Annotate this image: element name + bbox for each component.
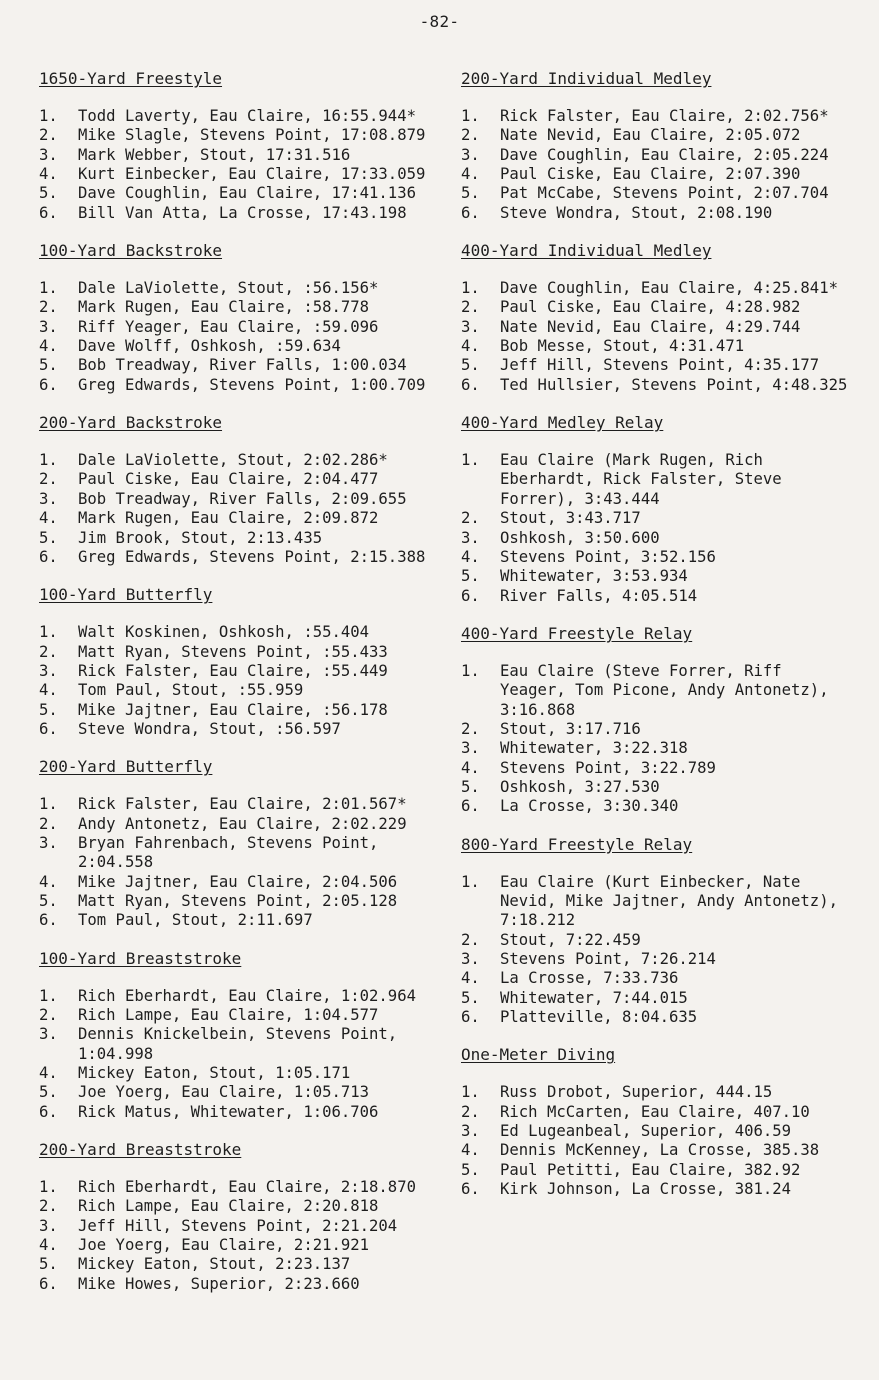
result-rank: 2. xyxy=(461,509,480,528)
left-column xyxy=(39,68,454,1311)
result-rank: 4. xyxy=(39,872,58,891)
result-row xyxy=(39,1197,454,1216)
event-100-yard-backstroke xyxy=(39,240,454,395)
event-title: 200-Yard Breaststroke xyxy=(39,1140,242,1160)
result-text: Walt Koskinen, Oshkosh, :55.404 xyxy=(78,623,370,642)
result-text: Paul Ciske, Eau Claire, 2:04.477 xyxy=(78,470,379,489)
result-rank: 3. xyxy=(39,1216,58,1235)
result-row xyxy=(461,778,873,797)
result-rank: 6. xyxy=(461,1180,480,1199)
result-rank: 5. xyxy=(39,891,58,910)
result-rank: 1. xyxy=(461,279,480,298)
event-1650-yard-freestyle xyxy=(39,68,454,223)
result-text: Jeff Hill, Stevens Point, 4:35.177 xyxy=(500,356,820,375)
result-text: Bob Messe, Stout, 4:31.471 xyxy=(500,337,745,356)
result-text: Dennis Knickelbein, Stevens Point, 1:04.998 xyxy=(78,1025,398,1063)
result-rank: 1. xyxy=(39,623,58,642)
event-200-yard-breaststroke xyxy=(39,1139,454,1294)
result-text: Mark Rugen, Eau Claire, :58.778 xyxy=(78,298,370,317)
result-row xyxy=(461,567,873,586)
result-text: Russ Drobot, Superior, 444.15 xyxy=(500,1083,773,1102)
result-rank: 6. xyxy=(461,1008,480,1027)
result-row xyxy=(461,337,873,356)
result-row xyxy=(461,873,873,931)
result-rank: 5. xyxy=(39,528,58,547)
result-row xyxy=(39,490,454,509)
result-rank: 4. xyxy=(461,1141,480,1160)
event-title: 200-Yard Individual Medley xyxy=(461,69,712,88)
result-text: Dennis McKenney, La Crosse, 385.38 xyxy=(500,1141,820,1160)
result-text: Eau Claire (Kurt Einbecker, Nate Nevid, Mike Jajtner, Andy Antonetz), 7:18.212 xyxy=(500,872,838,930)
result-rank: 5. xyxy=(461,777,480,796)
result-row xyxy=(39,126,454,145)
result-text: Mike Slagle, Stevens Point, 17:08.879 xyxy=(78,126,426,145)
result-rank: 3. xyxy=(39,661,58,680)
result-row xyxy=(39,892,454,911)
result-row xyxy=(39,298,454,317)
result-text: Bob Treadway, River Falls, 2:09.655 xyxy=(78,489,407,508)
result-row xyxy=(461,1141,873,1160)
result-row xyxy=(39,356,454,375)
result-row xyxy=(39,1083,454,1102)
result-text: Dale LaViolette, Stout, :56.156* xyxy=(78,279,379,298)
result-rank: 2. xyxy=(461,1102,480,1121)
result-rank: 6. xyxy=(39,719,58,738)
result-rank: 5. xyxy=(461,356,480,375)
result-rank: 3. xyxy=(461,950,480,968)
event-400-yard-individual-medley xyxy=(461,240,873,395)
result-row xyxy=(39,911,454,930)
result-row xyxy=(461,662,873,720)
result-row xyxy=(39,279,454,298)
event-800-yard-freestyle-relay xyxy=(461,834,873,1028)
result-text: Eau Claire (Steve Forrer, Riff Yeager, Tom Picone, Andy Antonetz), 3:16.868 xyxy=(500,661,829,719)
result-rank: 1. xyxy=(461,872,480,891)
result-row xyxy=(39,107,454,126)
result-row xyxy=(39,318,454,337)
result-text: Rich Eberhardt, Eau Claire, 2:18.870 xyxy=(78,1178,416,1197)
result-rank: 4. xyxy=(39,1064,58,1083)
result-row xyxy=(461,509,873,528)
result-rank: 5. xyxy=(461,567,480,586)
result-text: Mike Jajtner, Eau Claire, :56.178 xyxy=(78,700,388,719)
event-200-yard-individual-medley xyxy=(461,68,873,223)
result-row xyxy=(461,587,873,606)
result-row xyxy=(461,1180,873,1199)
result-text: Rich Eberhardt, Eau Claire, 1:02.964 xyxy=(78,986,416,1005)
result-rank: 4. xyxy=(39,681,58,700)
result-row xyxy=(39,1025,454,1064)
result-text: Tom Paul, Stout, :55.959 xyxy=(78,681,304,700)
event-title: 100-Yard Butterfly xyxy=(39,585,213,605)
result-row xyxy=(461,165,873,184)
result-rank: 5. xyxy=(39,1083,58,1102)
result-rank: 1. xyxy=(461,107,480,125)
result-rank: 3. xyxy=(461,1122,480,1141)
result-rank: 3. xyxy=(39,317,58,336)
result-row xyxy=(39,701,454,720)
result-text: Whitewater, 3:53.934 xyxy=(500,567,688,586)
result-text: Rich Lampe, Eau Claire, 2:20.818 xyxy=(78,1197,379,1216)
result-rank: 4. xyxy=(39,1236,58,1255)
result-text: Jim Brook, Stout, 2:13.435 xyxy=(78,528,323,547)
result-row xyxy=(39,1103,454,1122)
result-rank: 2. xyxy=(461,719,480,738)
result-row xyxy=(39,165,454,184)
result-row xyxy=(461,969,873,988)
result-text: Oshkosh, 3:50.600 xyxy=(500,528,660,547)
result-rank: 6. xyxy=(39,375,58,394)
result-text: Kirk Johnson, La Crosse, 381.24 xyxy=(500,1180,792,1199)
result-text: Paul Petitti, Eau Claire, 382.92 xyxy=(500,1160,801,1179)
result-rank: 2. xyxy=(39,126,58,145)
result-text: Dale LaViolette, Stout, 2:02.286* xyxy=(78,451,388,470)
result-row xyxy=(461,204,873,223)
result-row xyxy=(461,298,873,317)
result-row xyxy=(461,989,873,1008)
result-row xyxy=(461,931,873,950)
result-text: La Crosse, 7:33.736 xyxy=(500,969,679,988)
result-text: Joe Yoerg, Eau Claire, 2:21.921 xyxy=(78,1236,370,1255)
result-row xyxy=(461,146,873,165)
result-text: La Crosse, 3:30.340 xyxy=(500,797,679,816)
result-text: Nate Nevid, Eau Claire, 2:05.072 xyxy=(500,126,801,145)
result-row xyxy=(39,1217,454,1236)
result-row xyxy=(39,529,454,548)
result-row xyxy=(461,279,873,298)
result-rank: 6. xyxy=(39,1274,58,1293)
result-text: Todd Laverty, Eau Claire, 16:55.944* xyxy=(78,107,416,125)
result-rank: 6. xyxy=(461,375,480,394)
result-text: Rich McCarten, Eau Claire, 407.10 xyxy=(500,1102,810,1121)
result-row xyxy=(39,662,454,681)
result-text: Andy Antonetz, Eau Claire, 2:02.229 xyxy=(78,814,407,833)
result-rank: 1. xyxy=(39,451,58,470)
result-text: Whitewater, 7:44.015 xyxy=(500,988,688,1007)
result-rank: 4. xyxy=(39,509,58,528)
result-rank: 5. xyxy=(39,184,58,203)
result-row xyxy=(461,1122,873,1141)
result-rank: 4. xyxy=(39,165,58,184)
result-text: Mark Rugen, Eau Claire, 2:09.872 xyxy=(78,509,379,528)
result-text: Stevens Point, 3:52.156 xyxy=(500,547,716,566)
result-text: Stout, 7:22.459 xyxy=(500,930,641,949)
event-one-meter-diving xyxy=(461,1044,873,1199)
result-rank: 2. xyxy=(461,298,480,317)
result-rank: 6. xyxy=(461,586,480,605)
result-rank: 4. xyxy=(461,547,480,566)
result-text: Stevens Point, 3:22.789 xyxy=(500,758,716,777)
result-row xyxy=(39,987,454,1006)
result-text: Paul Ciske, Eau Claire, 4:28.982 xyxy=(500,298,801,317)
result-text: Rick Falster, Eau Claire, 2:01.567* xyxy=(78,795,407,814)
result-text: Mike Howes, Superior, 2:23.660 xyxy=(78,1274,360,1293)
result-text: Pat McCabe, Stevens Point, 2:07.704 xyxy=(500,184,829,203)
result-row xyxy=(39,1006,454,1025)
result-row xyxy=(461,184,873,203)
result-row xyxy=(39,1064,454,1083)
result-row xyxy=(461,1161,873,1180)
result-text: River Falls, 4:05.514 xyxy=(500,586,698,605)
result-rank: 2. xyxy=(39,814,58,833)
result-text: Mike Jajtner, Eau Claire, 2:04.506 xyxy=(78,872,398,891)
result-row xyxy=(39,146,454,165)
result-rank: 4. xyxy=(39,337,58,356)
result-row xyxy=(39,470,454,489)
result-row xyxy=(461,376,873,395)
result-row xyxy=(39,1255,454,1274)
right-column xyxy=(461,68,873,1216)
result-text: Mickey Eaton, Stout, 1:05.171 xyxy=(78,1064,351,1083)
result-rank: 5. xyxy=(39,1255,58,1274)
event-title: 400-Yard Freestyle Relay xyxy=(461,623,693,643)
result-row xyxy=(461,797,873,816)
result-rank: 1. xyxy=(39,795,58,814)
result-text: Bob Treadway, River Falls, 1:00.034 xyxy=(78,356,407,375)
page-number: -82- xyxy=(419,12,460,31)
result-rank: 5. xyxy=(39,356,58,375)
result-row xyxy=(461,548,873,567)
result-rank: 4. xyxy=(461,758,480,777)
result-row xyxy=(461,1083,873,1102)
result-row xyxy=(461,451,873,509)
result-row xyxy=(39,451,454,470)
result-text: Joe Yoerg, Eau Claire, 1:05.713 xyxy=(78,1083,370,1102)
result-text: Stout, 3:17.716 xyxy=(500,719,641,738)
result-rank: 1. xyxy=(39,279,58,298)
result-rank: 1. xyxy=(39,107,58,125)
result-rank: 5. xyxy=(461,184,480,203)
result-rank: 5. xyxy=(461,988,480,1007)
result-rank: 3. xyxy=(39,489,58,508)
result-rank: 1. xyxy=(39,986,58,1005)
result-text: Dave Coughlin, Eau Claire, 2:05.224 xyxy=(500,145,829,164)
result-text: Rick Falster, Eau Claire, :55.449 xyxy=(78,661,388,680)
result-row xyxy=(39,873,454,892)
result-row xyxy=(39,815,454,834)
result-text: Mark Webber, Stout, 17:31.516 xyxy=(78,145,351,164)
result-rank: 4. xyxy=(461,165,480,184)
event-title: 800-Yard Freestyle Relay xyxy=(461,834,693,854)
result-text: Matt Ryan, Stevens Point, 2:05.128 xyxy=(78,891,398,910)
result-rank: 1. xyxy=(461,1083,480,1102)
event-200-yard-butterfly xyxy=(39,756,454,930)
result-rank: 5. xyxy=(39,700,58,719)
result-text: Riff Yeager, Eau Claire, :59.096 xyxy=(78,317,379,336)
result-text: Mickey Eaton, Stout, 2:23.137 xyxy=(78,1255,351,1274)
event-title: 1650-Yard Freestyle xyxy=(39,69,223,88)
event-title: 400-Yard Individual Medley xyxy=(461,241,712,261)
result-text: Dave Wolff, Oshkosh, :59.634 xyxy=(78,337,341,356)
result-text: Rich Lampe, Eau Claire, 1:04.577 xyxy=(78,1006,379,1024)
event-100-yard-butterfly xyxy=(39,584,454,739)
result-row xyxy=(461,950,873,969)
result-row xyxy=(461,107,873,126)
result-text: Steve Wondra, Stout, 2:08.190 xyxy=(500,203,773,222)
result-row xyxy=(39,720,454,739)
event-title: 200-Yard Butterfly xyxy=(39,757,213,777)
result-rank: 3. xyxy=(461,528,480,547)
result-rank: 2. xyxy=(461,126,480,145)
result-row xyxy=(39,623,454,642)
result-rank: 6. xyxy=(39,203,58,222)
result-text: Rick Matus, Whitewater, 1:06.706 xyxy=(78,1102,379,1121)
result-row xyxy=(39,548,454,567)
result-text: Paul Ciske, Eau Claire, 2:07.390 xyxy=(500,165,801,184)
result-rank: 2. xyxy=(39,470,58,489)
result-text: Eau Claire (Mark Rugen, Rich Eberhardt, Rick Falster, Steve Forrer), 3:43.444 xyxy=(500,451,782,508)
result-rank: 4. xyxy=(461,969,480,988)
event-title: 100-Yard Backstroke xyxy=(39,241,223,261)
result-text: Bryan Fahrenbach, Stevens Point, 2:04.558 xyxy=(78,833,379,872)
event-title: 200-Yard Backstroke xyxy=(39,413,223,433)
result-text: Bill Van Atta, La Crosse, 17:43.198 xyxy=(78,203,407,222)
result-rank: 2. xyxy=(39,298,58,317)
result-row xyxy=(461,1103,873,1122)
result-rank: 2. xyxy=(39,642,58,661)
result-rank: 3. xyxy=(39,833,58,852)
result-row xyxy=(461,356,873,375)
result-row xyxy=(39,681,454,700)
result-text: Tom Paul, Stout, 2:11.697 xyxy=(78,911,313,930)
result-text: Dave Coughlin, Eau Claire, 4:25.841* xyxy=(500,279,838,298)
event-200-yard-backstroke xyxy=(39,412,454,567)
result-rank: 6. xyxy=(39,547,58,566)
result-rank: 6. xyxy=(461,203,480,222)
result-text: Greg Edwards, Stevens Point, 2:15.388 xyxy=(78,547,426,566)
event-100-yard-breaststroke xyxy=(39,948,454,1122)
result-row xyxy=(39,1275,454,1294)
result-row xyxy=(39,834,454,873)
result-text: Stout, 3:43.717 xyxy=(500,509,641,528)
event-title: 400-Yard Medley Relay xyxy=(461,413,664,433)
result-rank: 2. xyxy=(39,1006,58,1024)
result-row xyxy=(39,204,454,223)
result-row xyxy=(39,184,454,203)
result-row xyxy=(461,739,873,758)
result-text: Whitewater, 3:22.318 xyxy=(500,739,688,758)
result-text: Steve Wondra, Stout, :56.597 xyxy=(78,719,341,738)
result-rank: 6. xyxy=(39,911,58,930)
result-row xyxy=(39,337,454,356)
result-rank: 6. xyxy=(39,1102,58,1121)
result-row xyxy=(461,759,873,778)
result-row xyxy=(39,795,454,814)
result-row xyxy=(39,643,454,662)
result-row xyxy=(461,529,873,548)
result-row xyxy=(461,318,873,337)
result-text: Stevens Point, 7:26.214 xyxy=(500,950,716,968)
result-text: Nate Nevid, Eau Claire, 4:29.744 xyxy=(500,317,801,336)
result-row xyxy=(461,126,873,145)
result-row xyxy=(39,376,454,395)
result-row xyxy=(39,1236,454,1255)
result-row xyxy=(461,1008,873,1027)
result-text: Platteville, 8:04.635 xyxy=(500,1008,698,1027)
result-text: Matt Ryan, Stevens Point, :55.433 xyxy=(78,642,388,661)
event-400-yard-freestyle-relay xyxy=(461,623,873,817)
result-rank: 1. xyxy=(461,451,480,470)
result-rank: 1. xyxy=(39,1178,58,1197)
result-rank: 5. xyxy=(461,1160,480,1179)
event-title: 100-Yard Breaststroke xyxy=(39,948,242,968)
result-rank: 2. xyxy=(39,1197,58,1216)
result-text: Jeff Hill, Stevens Point, 2:21.204 xyxy=(78,1216,398,1235)
result-text: Greg Edwards, Stevens Point, 1:00.709 xyxy=(78,375,426,394)
result-rank: 4. xyxy=(461,337,480,356)
result-text: Rick Falster, Eau Claire, 2:02.756* xyxy=(500,107,829,125)
result-row xyxy=(39,1178,454,1197)
result-rank: 3. xyxy=(461,145,480,164)
result-rank: 3. xyxy=(39,1025,58,1044)
result-rank: 3. xyxy=(461,739,480,758)
result-rank: 6. xyxy=(461,797,480,816)
result-text: Oshkosh, 3:27.530 xyxy=(500,777,660,796)
result-rank: 1. xyxy=(461,661,480,680)
result-text: Kurt Einbecker, Eau Claire, 17:33.059 xyxy=(78,165,426,184)
result-text: Ed Lugeanbeal, Superior, 406.59 xyxy=(500,1122,792,1141)
result-rank: 2. xyxy=(461,930,480,949)
result-rank: 3. xyxy=(39,145,58,164)
result-row xyxy=(39,509,454,528)
result-row xyxy=(461,720,873,739)
result-text: Dave Coughlin, Eau Claire, 17:41.136 xyxy=(78,184,416,203)
result-rank: 3. xyxy=(461,317,480,336)
event-title: One-Meter Diving xyxy=(461,1045,616,1065)
event-400-yard-medley-relay xyxy=(461,412,873,606)
result-text: Ted Hullsier, Stevens Point, 4:48.325 xyxy=(500,375,848,394)
